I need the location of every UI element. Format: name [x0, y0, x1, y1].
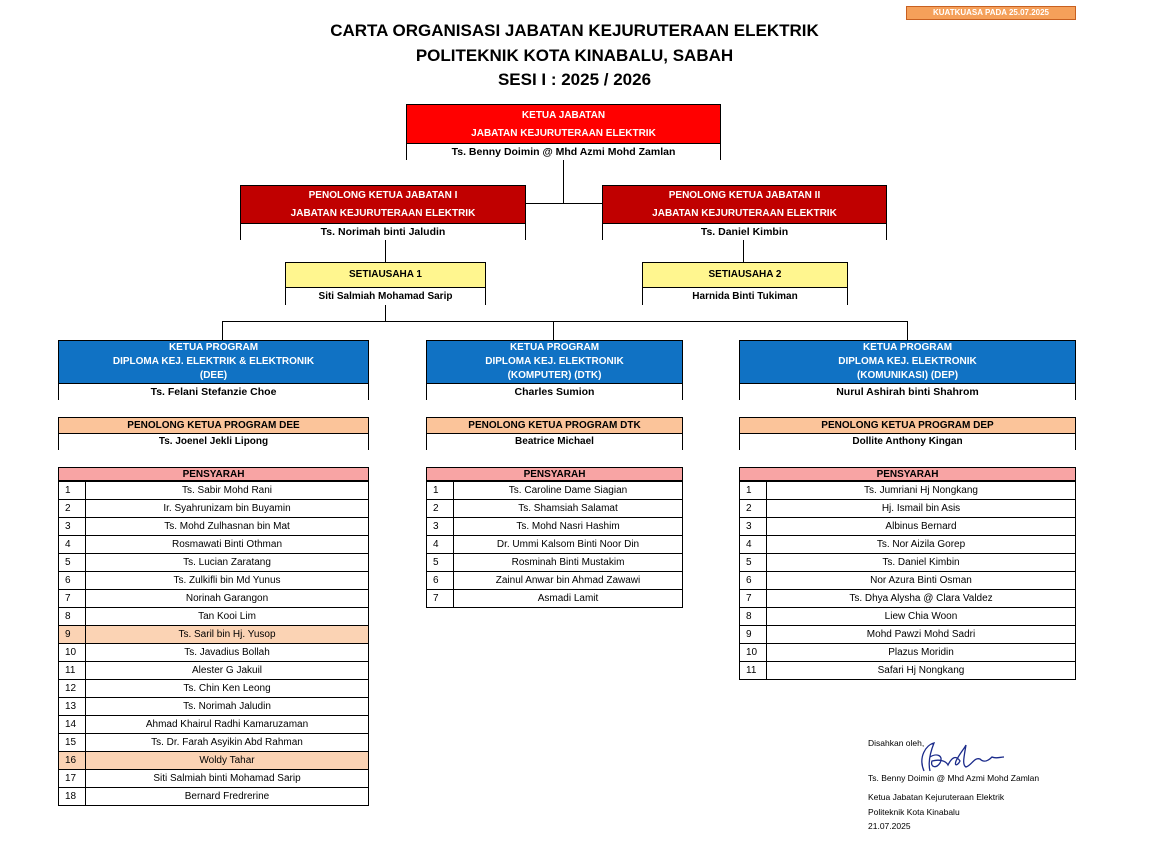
secretary2-role: SETIAUSAHA 2 [643, 263, 847, 287]
lecturer-number: 2 [740, 500, 767, 518]
lecturer-name: Ts. Dr. Farah Asyikin Abd Rahman [86, 734, 369, 752]
dep-lecturers-header: PENSYARAH [739, 467, 1076, 481]
lecturer-number: 8 [740, 608, 767, 626]
connector-deputies [525, 203, 602, 204]
lecturer-number: 1 [427, 482, 454, 500]
deputy1-role-line1: PENOLONG KETUA JABATAN I [308, 190, 458, 201]
lecturer-number: 4 [427, 536, 454, 554]
dee-lecturer-row [59, 554, 369, 572]
dee-lecturer-row [59, 752, 369, 770]
deputy1-name: Ts. Norimah binti Jaludin [241, 223, 525, 240]
dtk-lecturer-row [427, 500, 683, 518]
dee-lecturer-row [59, 626, 369, 644]
dee-lecturer-row [59, 572, 369, 590]
lecturer-name: Ts. Jumriani Hj Nongkang [767, 482, 1076, 500]
lecturer-name: Woldy Tahar [86, 752, 369, 770]
lecturer-number: 7 [427, 590, 454, 608]
lecturer-name: Ts. Javadius Bollah [86, 644, 369, 662]
lecturer-number: 2 [59, 500, 86, 518]
dtk-head-line2: DIPLOMA KEJ. ELEKTRONIK [485, 356, 624, 367]
dtk-lecturer-row [427, 482, 683, 500]
lecturer-name: Ts. Nor Aizila Gorep [767, 536, 1076, 554]
lecturer-name: Zainul Anwar bin Ahmad Zawawi [454, 572, 683, 590]
secretary-1-box [285, 262, 486, 305]
lecturer-number: 10 [740, 644, 767, 662]
dtk-lecturer-row [427, 518, 683, 536]
lecturer-name: Dr. Ummi Kalsom Binti Noor Din [454, 536, 683, 554]
page-title-line2: POLITEKNIK KOTA KINABALU, SABAH [415, 46, 734, 65]
lecturer-name: Ts. Caroline Dame Siagian [454, 482, 683, 500]
lecturer-name: Rosmawati Binti Othman [86, 536, 369, 554]
secretary-2-box [642, 262, 848, 305]
lecturer-name: Ahmad Khairul Radhi Kamaruzaman [86, 716, 369, 734]
dep-lecturer-row [740, 554, 1076, 572]
lecturer-number: 4 [59, 536, 86, 554]
dee-head-name: Ts. Felani Stefanzie Choe [59, 383, 368, 400]
deputy-head-2-box [602, 185, 887, 240]
dtk-lecturer-row [427, 554, 683, 572]
dtk-head-name: Charles Sumion [427, 383, 682, 400]
dee-head-line2: DIPLOMA KEJ. ELEKTRIK & ELEKTRONIK [112, 356, 315, 367]
lecturer-number: 3 [59, 518, 86, 536]
dep-lecturer-row [740, 500, 1076, 518]
program-head-dtk-box [426, 340, 683, 400]
lecturer-name: Ir. Syahrunizam bin Buyamin [86, 500, 369, 518]
dee-head-line1: KETUA PROGRAM [168, 342, 259, 353]
lecturer-name: Mohd Pawzi Mohd Sadri [767, 626, 1076, 644]
dee-lecturers-header: PENSYARAH [58, 467, 369, 481]
lecturer-number: 6 [427, 572, 454, 590]
lecturer-name: Ts. Saril bin Hj. Yusop [86, 626, 369, 644]
lecturer-name: Bernard Fredrerine [86, 788, 369, 806]
approver-name: Ts. Benny Doimin @ Mhd Azmi Mohd Zamlan [868, 773, 1040, 783]
dep-lecturer-row [740, 590, 1076, 608]
lecturer-name: Ts. Mohd Nasri Hashim [454, 518, 683, 536]
lecturer-number: 5 [427, 554, 454, 572]
dep-lecturer-row [740, 644, 1076, 662]
lecturer-name: Albinus Bernard [767, 518, 1076, 536]
dee-lecturer-row [59, 662, 369, 680]
dtk-head-line1: KETUA PROGRAM [509, 342, 600, 353]
dee-lecturer-row [59, 698, 369, 716]
lecturer-name: Ts. Mohd Zulhasnan bin Mat [86, 518, 369, 536]
dtk-assistant-role: PENOLONG KETUA PROGRAM DTK [427, 418, 682, 433]
dee-lecturers-table [58, 481, 369, 806]
dep-lecturer-row [740, 608, 1076, 626]
connector-programs [222, 321, 908, 322]
dee-lecturer-row [59, 680, 369, 698]
lecturer-number: 11 [59, 662, 86, 680]
dep-head-line3: (KOMUNIKASI) (DEP) [856, 370, 959, 381]
lecturer-number: 7 [740, 590, 767, 608]
approval-date: 21.07.2025 [868, 821, 911, 831]
lecturer-number: 1 [59, 482, 86, 500]
head-name: Ts. Benny Doimin @ Mhd Azmi Mohd Zamlan [407, 143, 720, 160]
deputy1-role-line2: JABATAN KEJURUTERAAN ELEKTRIK [290, 208, 476, 219]
head-of-department-box [406, 104, 721, 160]
deputy-head-1-box [240, 185, 526, 240]
lecturer-name: Ts. Dhya Alysha @ Clara Valdez [767, 590, 1076, 608]
lecturer-number: 10 [59, 644, 86, 662]
lecturer-name: Asmadi Lamit [454, 590, 683, 608]
lecturer-name: Plazus Moridin [767, 644, 1076, 662]
dep-assistant-role: PENOLONG KETUA PROGRAM DEP [740, 418, 1075, 433]
dep-lecturer-row [740, 662, 1076, 680]
dee-lecturer-row [59, 482, 369, 500]
lecturer-name: Ts. Lucian Zaratang [86, 554, 369, 572]
assistant-head-dep-box [739, 417, 1076, 450]
approver-institution: Politeknik Kota Kinabalu [868, 807, 960, 817]
dee-assistant-name: Ts. Joenel Jekli Lipong [59, 433, 368, 450]
assistant-head-dtk-box [426, 417, 683, 450]
dep-lecturer-row [740, 626, 1076, 644]
dee-lecturer-row [59, 608, 369, 626]
dep-head-line1: KETUA PROGRAM [862, 342, 953, 353]
dee-lecturer-row [59, 788, 369, 806]
lecturer-number: 5 [59, 554, 86, 572]
signature-image [900, 735, 1020, 777]
dee-assistant-role: PENOLONG KETUA PROGRAM DEE [59, 418, 368, 433]
dee-lecturer-row [59, 644, 369, 662]
dtk-head-line3: (KOMPUTER) (DTK) [507, 370, 602, 381]
dee-lecturer-row [59, 734, 369, 752]
dtk-lecturer-row [427, 590, 683, 608]
approver-position: Ketua Jabatan Kejuruteraan Elektrik [868, 792, 1005, 802]
lecturer-number: 2 [427, 500, 454, 518]
connector-dtk [553, 321, 554, 341]
lecturer-number: 13 [59, 698, 86, 716]
lecturer-name: Tan Kooi Lim [86, 608, 369, 626]
dtk-lecturers-table [426, 481, 683, 608]
lecturer-name: Ts. Shamsiah Salamat [454, 500, 683, 518]
lecturer-number: 9 [59, 626, 86, 644]
lecturer-number: 7 [59, 590, 86, 608]
head-role-line2: JABATAN KEJURUTERAAN ELEKTRIK [471, 128, 656, 139]
deputy2-role-line1: PENOLONG KETUA JABATAN II [668, 190, 821, 201]
connector-dep [907, 321, 908, 341]
dep-lecturers-table [739, 481, 1076, 680]
secretary1-name: Siti Salmiah Mohamad Sarip [286, 287, 485, 305]
lecturer-number: 9 [740, 626, 767, 644]
dee-lecturer-row [59, 770, 369, 788]
lecturer-number: 16 [59, 752, 86, 770]
lecturer-number: 12 [59, 680, 86, 698]
lecturer-name: Rosminah Binti Mustakim [454, 554, 683, 572]
dee-lecturer-row [59, 518, 369, 536]
page-title-line3: SESI I : 2025 / 2026 [497, 70, 652, 89]
lecturer-name: Nor Azura Binti Osman [767, 572, 1076, 590]
lecturer-number: 11 [740, 662, 767, 680]
connector-head-down [563, 159, 564, 204]
lecturer-number: 8 [59, 608, 86, 626]
dep-lecturer-row [740, 518, 1076, 536]
lecturer-number: 3 [427, 518, 454, 536]
lecturer-number: 17 [59, 770, 86, 788]
lecturer-name: Ts. Sabir Mohd Rani [86, 482, 369, 500]
page-title-line1: CARTA ORGANISASI JABATAN KEJURUTERAAN ELEKTRIK [330, 21, 819, 40]
lecturer-number: 15 [59, 734, 86, 752]
program-head-dep-box [739, 340, 1076, 400]
dep-lecturer-row [740, 572, 1076, 590]
dtk-assistant-name: Beatrice Michael [427, 433, 682, 450]
secretary1-role: SETIAUSAHA 1 [286, 263, 485, 287]
dee-lecturer-row [59, 500, 369, 518]
connector-deputy2-sec2 [743, 239, 744, 262]
lecturer-number: 14 [59, 716, 86, 734]
lecturer-name: Safari Hj Nongkang [767, 662, 1076, 680]
dtk-lecturer-row [427, 572, 683, 590]
dep-head-line2: DIPLOMA KEJ. ELEKTRONIK [838, 356, 977, 367]
lecturer-name: Ts. Daniel Kimbin [767, 554, 1076, 572]
head-role-line1: KETUA JABATAN [521, 110, 606, 121]
lecturer-name: Ts. Chin Ken Leong [86, 680, 369, 698]
lecturer-number: 1 [740, 482, 767, 500]
secretary2-name: Harnida Binti Tukiman [643, 287, 847, 305]
lecturer-name: Alester G Jakuil [86, 662, 369, 680]
lecturer-name: Ts. Zulkifli bin Md Yunus [86, 572, 369, 590]
lecturer-name: Norinah Garangon [86, 590, 369, 608]
connector-dee [222, 321, 223, 341]
lecturer-name: Ts. Norimah Jaludin [86, 698, 369, 716]
lecturer-name: Liew Chia Woon [767, 608, 1076, 626]
lecturer-number: 6 [740, 572, 767, 590]
connector-sec1-down [385, 304, 386, 322]
lecturer-number: 18 [59, 788, 86, 806]
lecturer-number: 6 [59, 572, 86, 590]
lecturer-number: 5 [740, 554, 767, 572]
dep-assistant-name: Dollite Anthony Kingan [740, 433, 1075, 450]
lecturer-name: Siti Salmiah binti Mohamad Sarip [86, 770, 369, 788]
lecturer-number: 4 [740, 536, 767, 554]
effective-date-badge: KUATKUASA PADA 25.07.2025 [906, 6, 1076, 20]
dee-lecturer-row [59, 590, 369, 608]
dep-head-name: Nurul Ashirah binti Shahrom [740, 383, 1075, 400]
dep-lecturer-row [740, 536, 1076, 554]
dep-lecturer-row [740, 482, 1076, 500]
dee-lecturer-row [59, 536, 369, 554]
approval-label: Disahkan oleh, [868, 738, 925, 748]
dee-lecturer-row [59, 716, 369, 734]
dee-head-line3: (DEE) [199, 370, 228, 381]
dtk-lecturers-header: PENSYARAH [426, 467, 683, 481]
program-head-dee-box [58, 340, 369, 400]
lecturer-number: 3 [740, 518, 767, 536]
assistant-head-dee-box [58, 417, 369, 450]
dtk-lecturer-row [427, 536, 683, 554]
deputy2-role-line2: JABATAN KEJURUTERAAN ELEKTRIK [652, 208, 837, 219]
lecturer-name: Hj. Ismail bin Asis [767, 500, 1076, 518]
deputy2-name: Ts. Daniel Kimbin [603, 223, 886, 240]
connector-deputy1-sec1 [385, 239, 386, 262]
